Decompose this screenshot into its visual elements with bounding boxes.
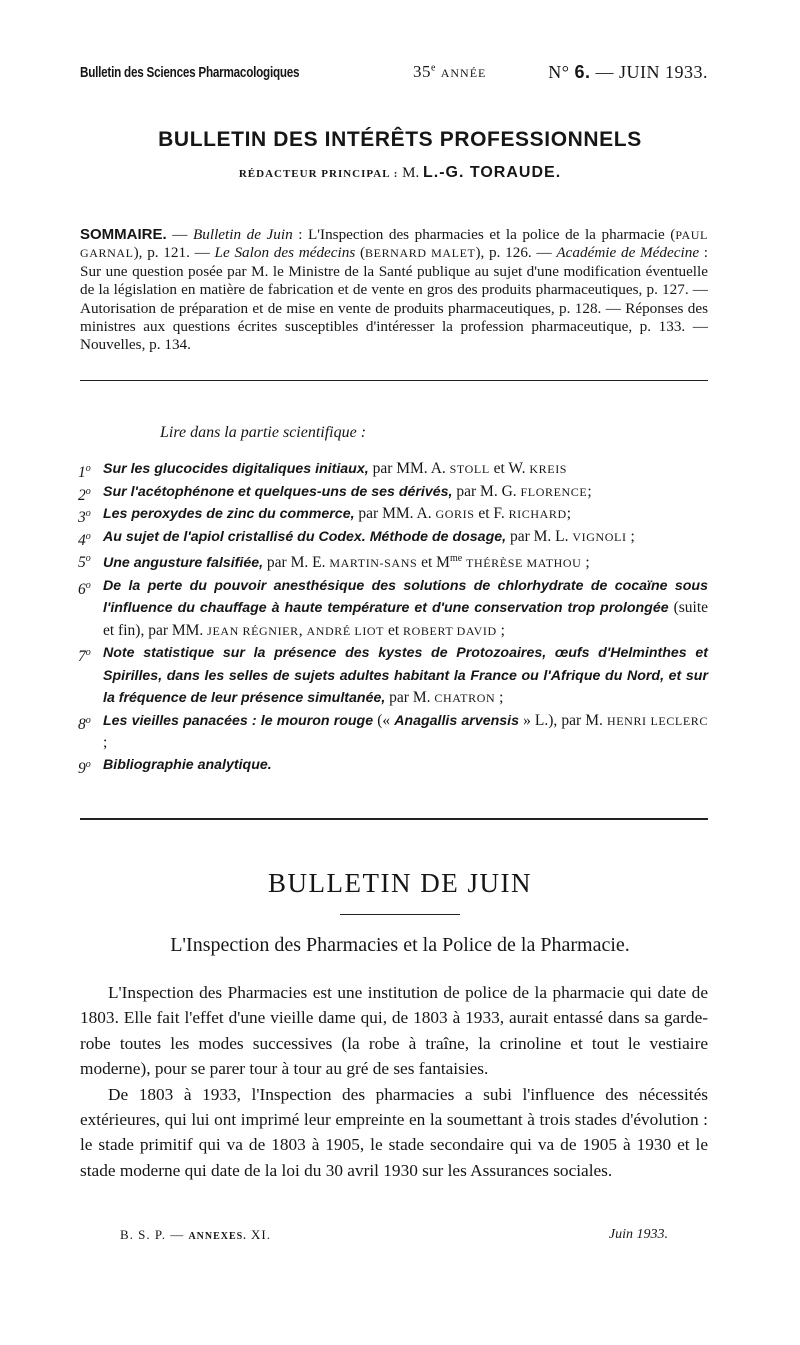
item-author: MARTIN-SANS <box>329 556 418 571</box>
item-title: Les vieilles panacées : le mouron rouge <box>103 712 374 729</box>
article-body <box>80 980 708 1183</box>
item-title: Note statistique sur la présence des kystes de Protozoaires, œufs d'Helminthes et Spirilles, dans les selles de sujets adultes habitant la France ou l'Afrique du Nord, et sur la fréquence de leur présence simultanée, <box>103 645 708 707</box>
lire-heading: Lire dans la partie scientifique : <box>160 424 367 441</box>
editor-prefix: M. <box>402 165 420 181</box>
item-author: CHATRON <box>434 691 496 706</box>
sommaire-label: SOMMAIRE. <box>80 226 167 243</box>
sommaire-italic: Le Salon des médecins <box>214 244 356 262</box>
paragraph: De 1803 à 1933, l'Inspection des pharmacies a subi l'influence des nécessités extérieures, qui lui ont imprimé leur empreinte en la soumettant à trois stades d'évolution : le stade primitif qui va de 1803 à 1905, le stade secondaire qui va de 1905 à 1930 et le stade moderne qui date de la loi du 30 avril 1930 sur les Assurances sociales. <box>80 1084 708 1180</box>
sommaire-text: : Sur une question posée par M. le Ministre de la Santé publique au sujet d'une modification éventuelle de la législation en matière de fabrication et de vente en gros des produits pharmaceutiques, p. 127. — Autorisation de préparation et de mise en vente de produits pharmaceutiques, p. 128. — Réponses des ministres aux questions écrites susceptibles d'intéresser la profession pharmaceutique, p. 133. — Nouvelles, p. 134. <box>80 244 709 354</box>
year-ordinal: e <box>431 62 436 74</box>
item-number: 4$^o$ <box>78 530 91 549</box>
item-number: 1$^o$ <box>78 463 91 482</box>
item-number: 8$^o$ <box>78 714 91 733</box>
item-title: Bibliographie analytique. <box>103 756 272 773</box>
list-item: 2$^o$ Sur l'acétophénone et quelques-uns de ses dérivés, par M. G. FLORENCE; <box>78 481 708 504</box>
item-title: Anagallis arvensis <box>394 712 519 729</box>
item-number: 3$^o$ <box>78 508 91 527</box>
issue-number: 6. <box>574 62 591 82</box>
item-title: Les peroxydes de zinc du commerce, <box>103 506 355 522</box>
article-title: L'Inspection des Pharmacies et la Police de la Pharmacie. <box>170 934 630 956</box>
footer-signature: B. S. P. — ANNEXES. XI. <box>120 1227 271 1242</box>
list-item: 7$^o$ Note statistique sur la présence des kystes de Protozoaires, œufs d'Helminthes et Spirilles, dans les selles de sujets adultes habitant la France ou l'Afrique du Nord, et sur la fréquence de leur présence simultanée, par M. CHATRON ; <box>78 642 708 710</box>
sommaire-text: ), p. 121. — <box>133 244 215 262</box>
divider-rule <box>80 818 708 820</box>
paragraph: L'Inspection des Pharmacies est une institution de police de la pharmacie qui date de 1803. Elle fait l'effet d'une vieille dame qui, de 1803 à 1933, aurait entassé dans sa garde-robe toutes les modes successives (la robe à traîne, la crinoline et tout le vestiaire moderne), pour se parer tour à tour au gré de ses fantaisies. <box>80 983 708 1079</box>
sommaire-italic: Bulletin de Juin <box>192 226 293 243</box>
item-title: De la perte du pouvoir anesthésique des solutions de chlorhydrate de cocaïne sous l'influence du chauffage à haute température et d'une conservation trop prolongée <box>103 577 708 617</box>
divider-rule <box>80 380 708 381</box>
sommaire-author: PAUL GARNAL <box>80 228 708 261</box>
item-title: Une angusture falsifiée, <box>103 555 264 572</box>
item-number: 7$^o$ <box>78 647 91 666</box>
item-author: THÉRÈSE MATHOU <box>466 556 582 571</box>
list-item <box>78 754 708 777</box>
issue-label <box>548 62 708 83</box>
list-item: 1$^o$ Sur les glucocides digitaliques initiaux, par MM. A. STOLL et W. KREIS <box>78 458 708 481</box>
list-item: 4$^o$ Au sujet de l'apiol cristallisé du Codex. Méthode de dosage, par M. L. VIGNOLI ; <box>78 526 708 549</box>
item-author: KREIS <box>529 462 568 476</box>
issue-prefix: N° <box>548 62 570 82</box>
item-author: FLORENCE <box>520 484 588 499</box>
issue-date: — JUIN 1933. <box>595 62 708 82</box>
journal-title: Bulletin des Sciences Pharmacologiques <box>80 64 300 81</box>
item-author: ANDRÉ LIOT <box>306 623 385 638</box>
item-number: 9$^o$ <box>78 758 91 777</box>
sommaire-text: : L'Inspection des pharmacies et la police de la pharmacie ( <box>292 226 676 243</box>
item-number: 5$^o$ <box>78 553 91 572</box>
sommaire-italic: Académie de Médecine <box>556 244 700 262</box>
list-item: 5$^o$ Une angusture falsifiée, par M. E. MARTIN-SANS et $M^{me}$ THÉRÈSE MATHOU ; <box>78 548 708 575</box>
item-author: HENRI LECLERC <box>606 713 708 728</box>
list-item: 3$^o$ Les peroxydes de zinc du commerce, par MM. A. GORIS et F. RICHARD; <box>78 503 708 526</box>
sommaire-text: — <box>166 226 193 243</box>
item-title: Sur l'acétophénone et quelques-uns de ses dérivés, <box>103 483 453 500</box>
item-number: 2$^o$ <box>78 485 91 504</box>
item-author: ROBERT DAVID <box>403 623 497 638</box>
editor-label: RÉDACTEUR PRINCIPAL : <box>238 168 399 180</box>
section-title: BULLETIN DES INTÉRÊTS PROFESSIONNELS <box>158 128 642 151</box>
sommaire-text: ), p. 126. — <box>475 244 557 262</box>
bulletin-heading: BULLETIN DE JUIN <box>268 868 532 898</box>
item-title: Au sujet de l'apiol cristallisé du Codex. Méthode de dosage, <box>103 528 507 545</box>
item-number: 6$^o$ <box>78 579 91 598</box>
year-number: 35 <box>413 62 431 81</box>
editor-name: L.-G. TORAUDE. <box>422 164 562 181</box>
year-word: ANNÉE <box>440 66 487 80</box>
item-author: RICHARD <box>508 507 567 521</box>
item-author: VIGNOLI <box>572 529 627 544</box>
sommaire-author: BERNARD MALET <box>365 246 476 261</box>
item-author: STOLL <box>449 462 490 476</box>
footer-date: Juin 1933. <box>608 1227 668 1242</box>
sommaire-text: ( <box>355 244 366 262</box>
contents-list <box>78 458 708 776</box>
item-author: GORIS <box>435 507 475 521</box>
item-title: Sur les glucocides digitaliques initiaux, <box>103 461 369 477</box>
year-label <box>413 62 486 82</box>
sommaire <box>80 226 708 355</box>
editor-line <box>0 164 800 182</box>
item-author: JEAN RÉGNIER <box>207 623 299 638</box>
list-item: 6$^o$ De la perte du pouvoir anesthésique des solutions de chlorhydrate de cocaïne sous l'influence du chauffage à haute température et d'une conservation trop prolongée (suite et fin), par MM. JEAN RÉGNIER, ANDRÉ LIOT et ROBERT DAVID ; <box>78 575 708 643</box>
running-head <box>80 62 708 88</box>
list-item: 8$^o$ Les vieilles panacées : le mouron rouge (« Anagallis arvensis » L.), par M. HENRI LECLERC ; <box>78 711 708 752</box>
short-divider <box>340 914 460 915</box>
